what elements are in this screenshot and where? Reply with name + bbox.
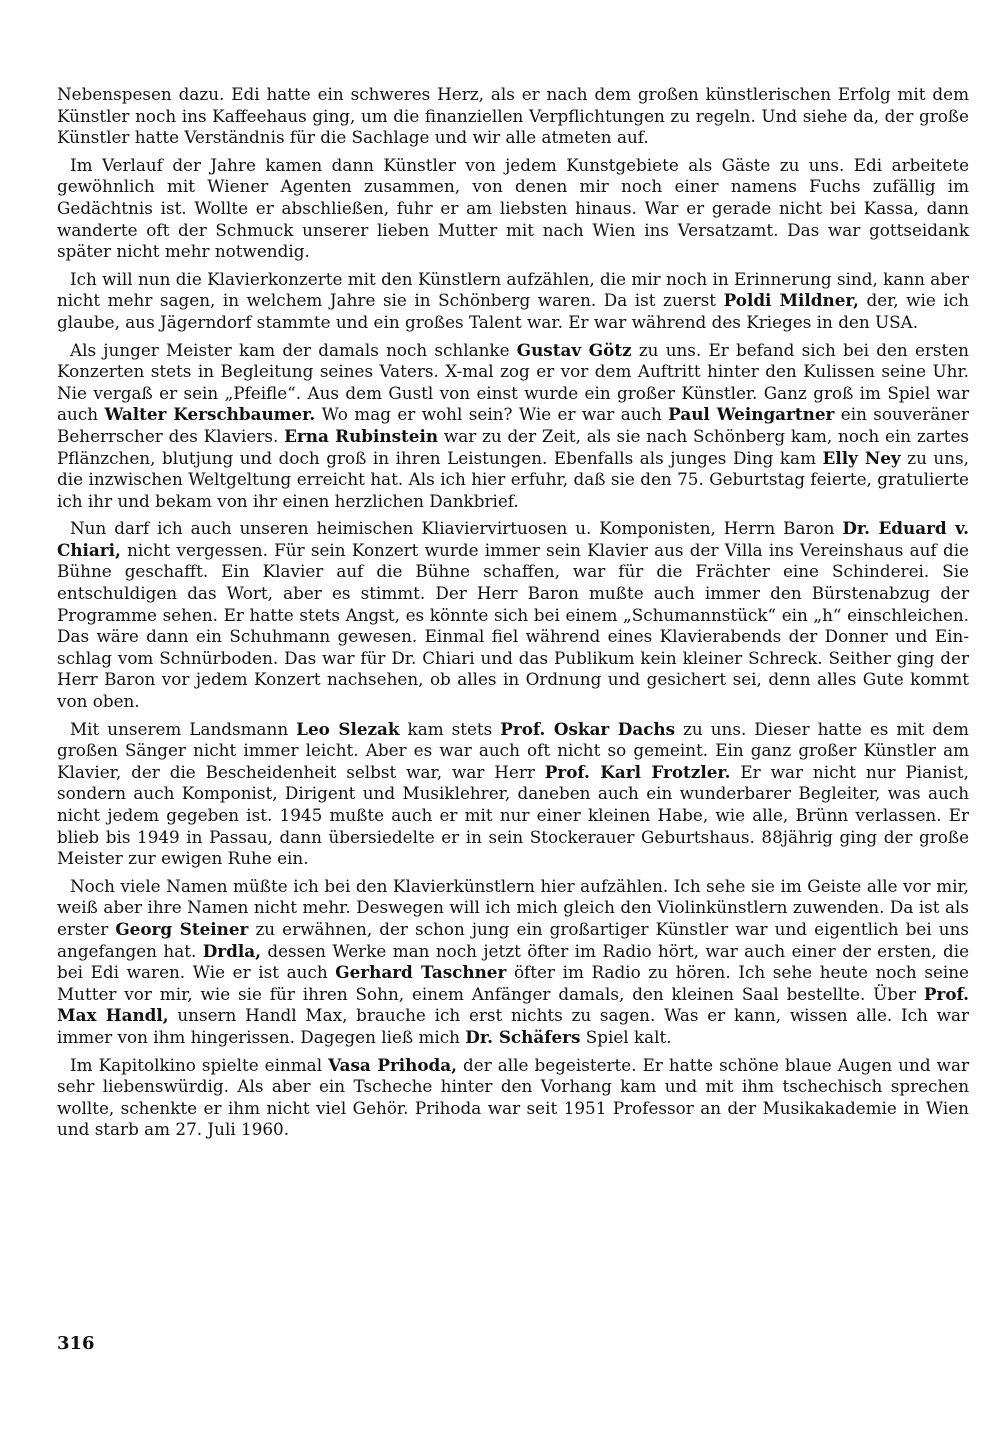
- bold-name: Vasa Prihoda,: [328, 1054, 458, 1075]
- bold-name: Dr. Schäfers: [465, 1026, 581, 1047]
- bold-name: Gerhard Taschner: [335, 962, 507, 983]
- page-number: 316: [57, 1333, 95, 1354]
- paragraph: [57, 518, 969, 712]
- text-run: zu uns, die inzwischen Weltgeltung erreicht hat. Als ich hier erfuhr, daß sie den 75. Geburtstag feierte, gratulierte ich ihr und bekam von ihr einen herzlichen Dankbrief.: [57, 447, 969, 511]
- text-run: Nun darf ich auch unseren heimischen Kliaviervirtuosen u. Komponisten, Herrn Baron: [70, 518, 843, 539]
- text-run: Mit unserem Landsmann: [70, 718, 297, 739]
- bold-name: Drdla,: [202, 940, 261, 961]
- bold-name: Leo Slezak: [296, 718, 400, 739]
- text-run: zu uns. Er befand sich bei den ersten Konzerten stets in Begleitung seines Vaters. X-mal zog er vor dem Auftritt hinter den Kulissen seine Uhr. Nie vergaß er sein „Pfeifle“. Aus dem Gustl von einst wurde ein großer Künstler. Ganz groß im Spiel war auch: [57, 339, 969, 425]
- text-run: zu uns. Dieser hatte es mit dem großen Sänger nicht immer leicht. Aber es war auch oft nicht so gemeint. Ein ganz großer Künstler am Klavier, der die Bescheidenheit selbst war, war Herr: [57, 718, 969, 782]
- bold-name: Paul Weingartner: [668, 404, 835, 425]
- text-run: der alle begeisterte. Er hatte schöne blaue Augen und war sehr liebenswürdig. Als aber ein Tscheche hinter den Vorhang kam und mit ihm tschechisch sprechen wollte, schenkte er ihm nicht viel Gehör. Prihoda war seit 1951 Professor an der Musikakademie in Wien und starb am 27. Juli 1960.: [57, 1054, 969, 1140]
- bold-name: Gustav Götz: [516, 339, 632, 360]
- text-run: zu erwähnen, der schon jung ein großartiger Künstler war und eigentlich bei uns angefangen hat.: [57, 918, 969, 961]
- bold-name: Prof. Karl Frotzler.: [544, 761, 731, 782]
- text-run: Er war nicht nur Pianist, sondern auch Komponist, Dirigent und Musiklehrer, daneben auch ein wunderbarer Begleiter, was auch nicht jedem gegeben ist. 1945 mußte auch er mit nur einer kleinen Habe, wie alle, Brünn verlassen. Er blieb bis 1949 in Passau, dann übersiedelte er in sein Stockerauer Geburtshaus. 88jährig ging der große Meister zur ewigen Ruhe ein.: [57, 761, 969, 869]
- paragraph: [57, 340, 969, 513]
- bold-name: Erna Rubinstein: [284, 425, 439, 446]
- text-run: nicht vergessen. Für sein Konzert wurde immer sein Klavier aus der Villa ins Vereinshaus auf die Bühne geschafft. Ein Klavier auf die Bühne schaffen, war für die Frächter eine Schinderei. Sie entschuldigen das Wort, aber es stimmt. Der Herr Baron mußte auch immer den Bürstenabzug der Programme sehen. Er hatte stets Angst, es könnte sich bei einem „Schumannstück“ ein „h“ einschleichen. Das wäre dann ein Schuhmann gewesen. Einmal fiel während eines Klavierabends der Donner und Einschlag vom Schnürboden. Das war für Dr. Chiari und das Publikum kein kleiner Schreck. Seither ging der Herr Baron vor jedem Konzert nachsehen, ob alles in Ordnung und gesichert sei, denn alles Gute kommt von oben.: [57, 539, 969, 712]
- text-run: Ich will nun die Klavierkonzerte mit den Künstlern aufzählen, die mir noch in Erinnerung sind, kann aber nicht mehr sagen, in welchem Jahre sie in Schönberg waren. Da ist zuerst: [57, 268, 969, 311]
- text-run: Wo mag er wohl sein? Wie er war auch: [315, 404, 669, 425]
- bold-name: Walter Kerschbaumer.: [104, 404, 316, 425]
- text-run: unsern Handl Max, brauche ich erst nichts zu sagen. Was er kann, wissen alle. Ich war immer von ihm hingerissen. Dagegen ließ mich: [57, 1005, 970, 1047]
- bold-name: Prof. Max Handl,: [57, 983, 969, 1026]
- paragraph: [57, 719, 969, 870]
- paragraph: [57, 876, 969, 1049]
- bold-name: Prof. Oskar Dachs: [500, 718, 676, 739]
- paragraph: [57, 84, 969, 149]
- text-run: Nebenspesen dazu. Edi hatte ein schweres Herz, als er nach dem großen künstlerischen Erfolg mit dem Künstler noch ins Kaffeehaus ging, um die finanziellen Verpflichtungen zu regeln. Und siehe da, der große Künstler hatte Verständnis für die Sachlage und wir alle atmeten auf.: [57, 84, 969, 148]
- bold-name: Georg Steiner: [115, 918, 249, 939]
- text-run: Spiel kalt.: [580, 1026, 672, 1047]
- text-run: Im Verlauf der Jahre kamen dann Künstler von jedem Kunstgebiete als Gäste zu uns. Edi arbeitete gewöhnlich mit Wiener Agenten zusammen, von denen mir noch einer namens Fuchs zufällig im Gedächtnis ist. Wollte er abschließen, fuhr er am liebsten hinaus. War er gerade nicht bei Kassa, dann wanderte oft der Schmuck unserer lieben Mutter mit nach Wien ins Versatzamt. Das war gottseidank später nicht mehr notwendig.: [57, 154, 969, 262]
- bold-name: Poldi Mildner,: [723, 290, 859, 311]
- bold-name: Dr. Eduard v. Chiari,: [57, 518, 969, 560]
- text-run: Im Kapitolkino spielte einmal: [70, 1054, 329, 1075]
- text-run: Als junger Meister kam der damals noch schlanke: [70, 339, 517, 360]
- text-run: der, wie ich glaube, aus Jägerndorf stammte und ein großes Talent war. Er war während des Krieges in den USA.: [57, 290, 969, 332]
- paragraph: [57, 155, 969, 263]
- text-run: war zu der Zeit, als sie nach Schönberg kam, noch ein zartes Pflänzchen, blutjung und doch groß in ihren Leistungen. Ebenfalls als junges Ding kam: [57, 425, 970, 468]
- paragraph: [57, 1055, 969, 1141]
- text-run: ein souveräner Beherrscher des Klaviers.: [57, 404, 970, 446]
- paragraph: [57, 269, 969, 334]
- document-body: [57, 84, 969, 1147]
- bold-name: Elly Ney: [822, 447, 901, 468]
- text-run: Noch viele Namen müßte ich bei den Klavierkünstlern hier aufzählen. Ich sehe sie im Geiste alle vor mir, weiß aber ihre Namen nicht mehr. Deswegen will ich mich gleich den Violinkünstlern zuwenden. Da ist als erster: [57, 875, 969, 939]
- text-run: öfter im Radio zu hören. Ich sehe heute noch seine Mutter vor mir, wie sie für ihren Sohn, einem Anfänger damals, den kleinen Saal bestellte. Über: [57, 962, 969, 1004]
- text-run: kam stets: [399, 718, 501, 739]
- text-run: dessen Werke man noch jetzt öfter im Radio hört, war auch einer der ersten, die bei Edi waren. Wie er ist auch: [57, 940, 969, 983]
